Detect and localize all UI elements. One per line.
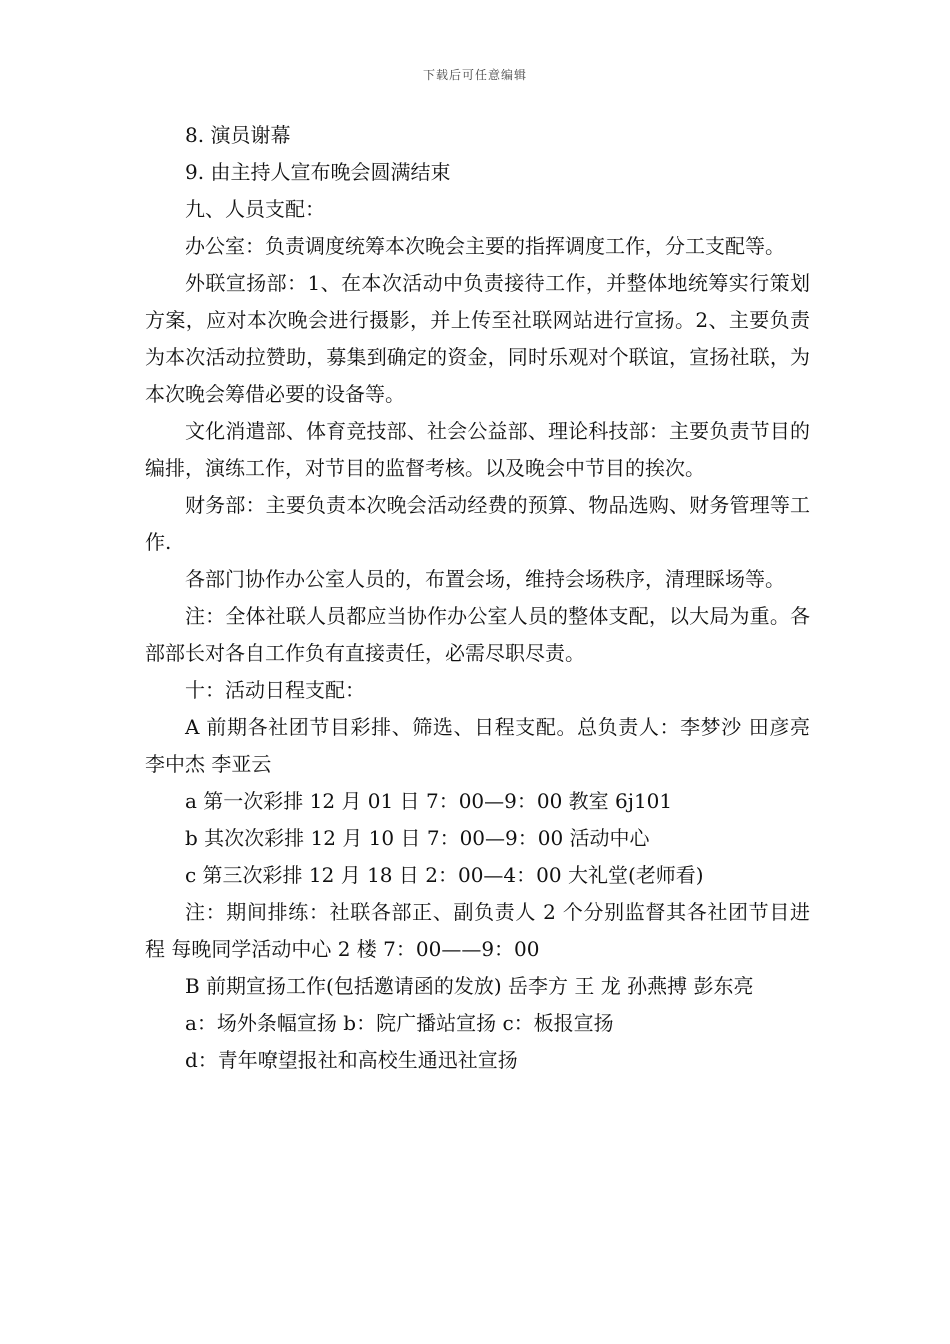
schedule-item: c 第三次彩排 12 月 18 日 2：00—4：00 大礼堂(老师看)	[185, 863, 704, 887]
paragraph: 外联宣扬部：1、在本次活动中负责接待工作，并整体地统筹实行策划方案，应对本次晚会进行摄影，并上传至社联网站进行宣扬。2、主要负责为本次活动拉赞助，募集到确定的资金，同时乐观对个联谊，宣扬社联，为本次晚会筹借必要的设备等。	[145, 271, 810, 406]
document-body	[145, 117, 810, 1079]
list-item: d：青年嘹望报社和高校生通迅社宣扬	[185, 1048, 518, 1072]
paragraph: 财务部：主要负责本次晚会活动经费的预算、物品选购、财务管理等工作.	[145, 493, 810, 554]
section-heading: 十：活动日程支配：	[185, 678, 365, 702]
list-item: a：场外条幅宣扬 b：院广播站宣扬 c：板报宣扬	[185, 1011, 614, 1035]
schedule-item: a 第一次彩排 12 月 01 日 7：00—9：00 教室 6j101	[185, 789, 673, 813]
paragraph: 8. 演员谢幕	[185, 123, 291, 147]
paragraph: B 前期宣扬工作(包括邀请函的发放) 岳李方 王 龙 孙燕搏 彭东亮	[185, 974, 754, 998]
paragraph: 9. 由主持人宣布晚会圆满结束	[185, 160, 451, 184]
schedule-item: b 其次次彩排 12 月 10 日 7：00—9：00 活动中心	[185, 826, 650, 850]
paragraph: 注：期间排练：社联各部正、副负责人 2 个分别监督其各社团节目进程 每晚同学活动中心 2 楼 7：00——9：00	[145, 900, 810, 961]
paragraph: 各部门协作办公室人员的，布置会场，维持会场秩序，清理睬场等。	[185, 567, 785, 591]
paragraph: A 前期各社团节目彩排、筛选、日程支配。总负责人：李梦沙 田彦亮 李中杰 李亚云	[145, 715, 810, 776]
paragraph: 办公室：负责调度统筹本次晚会主要的指挥调度工作，分工支配等。	[185, 234, 785, 258]
paragraph: 文化消遣部、体育竞技部、社会公益部、理论科技部：主要负责节目的编排，演练工作，对节目的监督考核。以及晚会中节目的挨次。	[145, 419, 810, 480]
section-heading: 九、人员支配：	[185, 197, 325, 221]
page-header: 下载后可任意编辑	[422, 68, 527, 82]
paragraph: 注：全体社联人员都应当协作办公室人员的整体支配，以大局为重。各部部长对各自工作负有直接责任，必需尽职尽责。	[145, 604, 810, 665]
